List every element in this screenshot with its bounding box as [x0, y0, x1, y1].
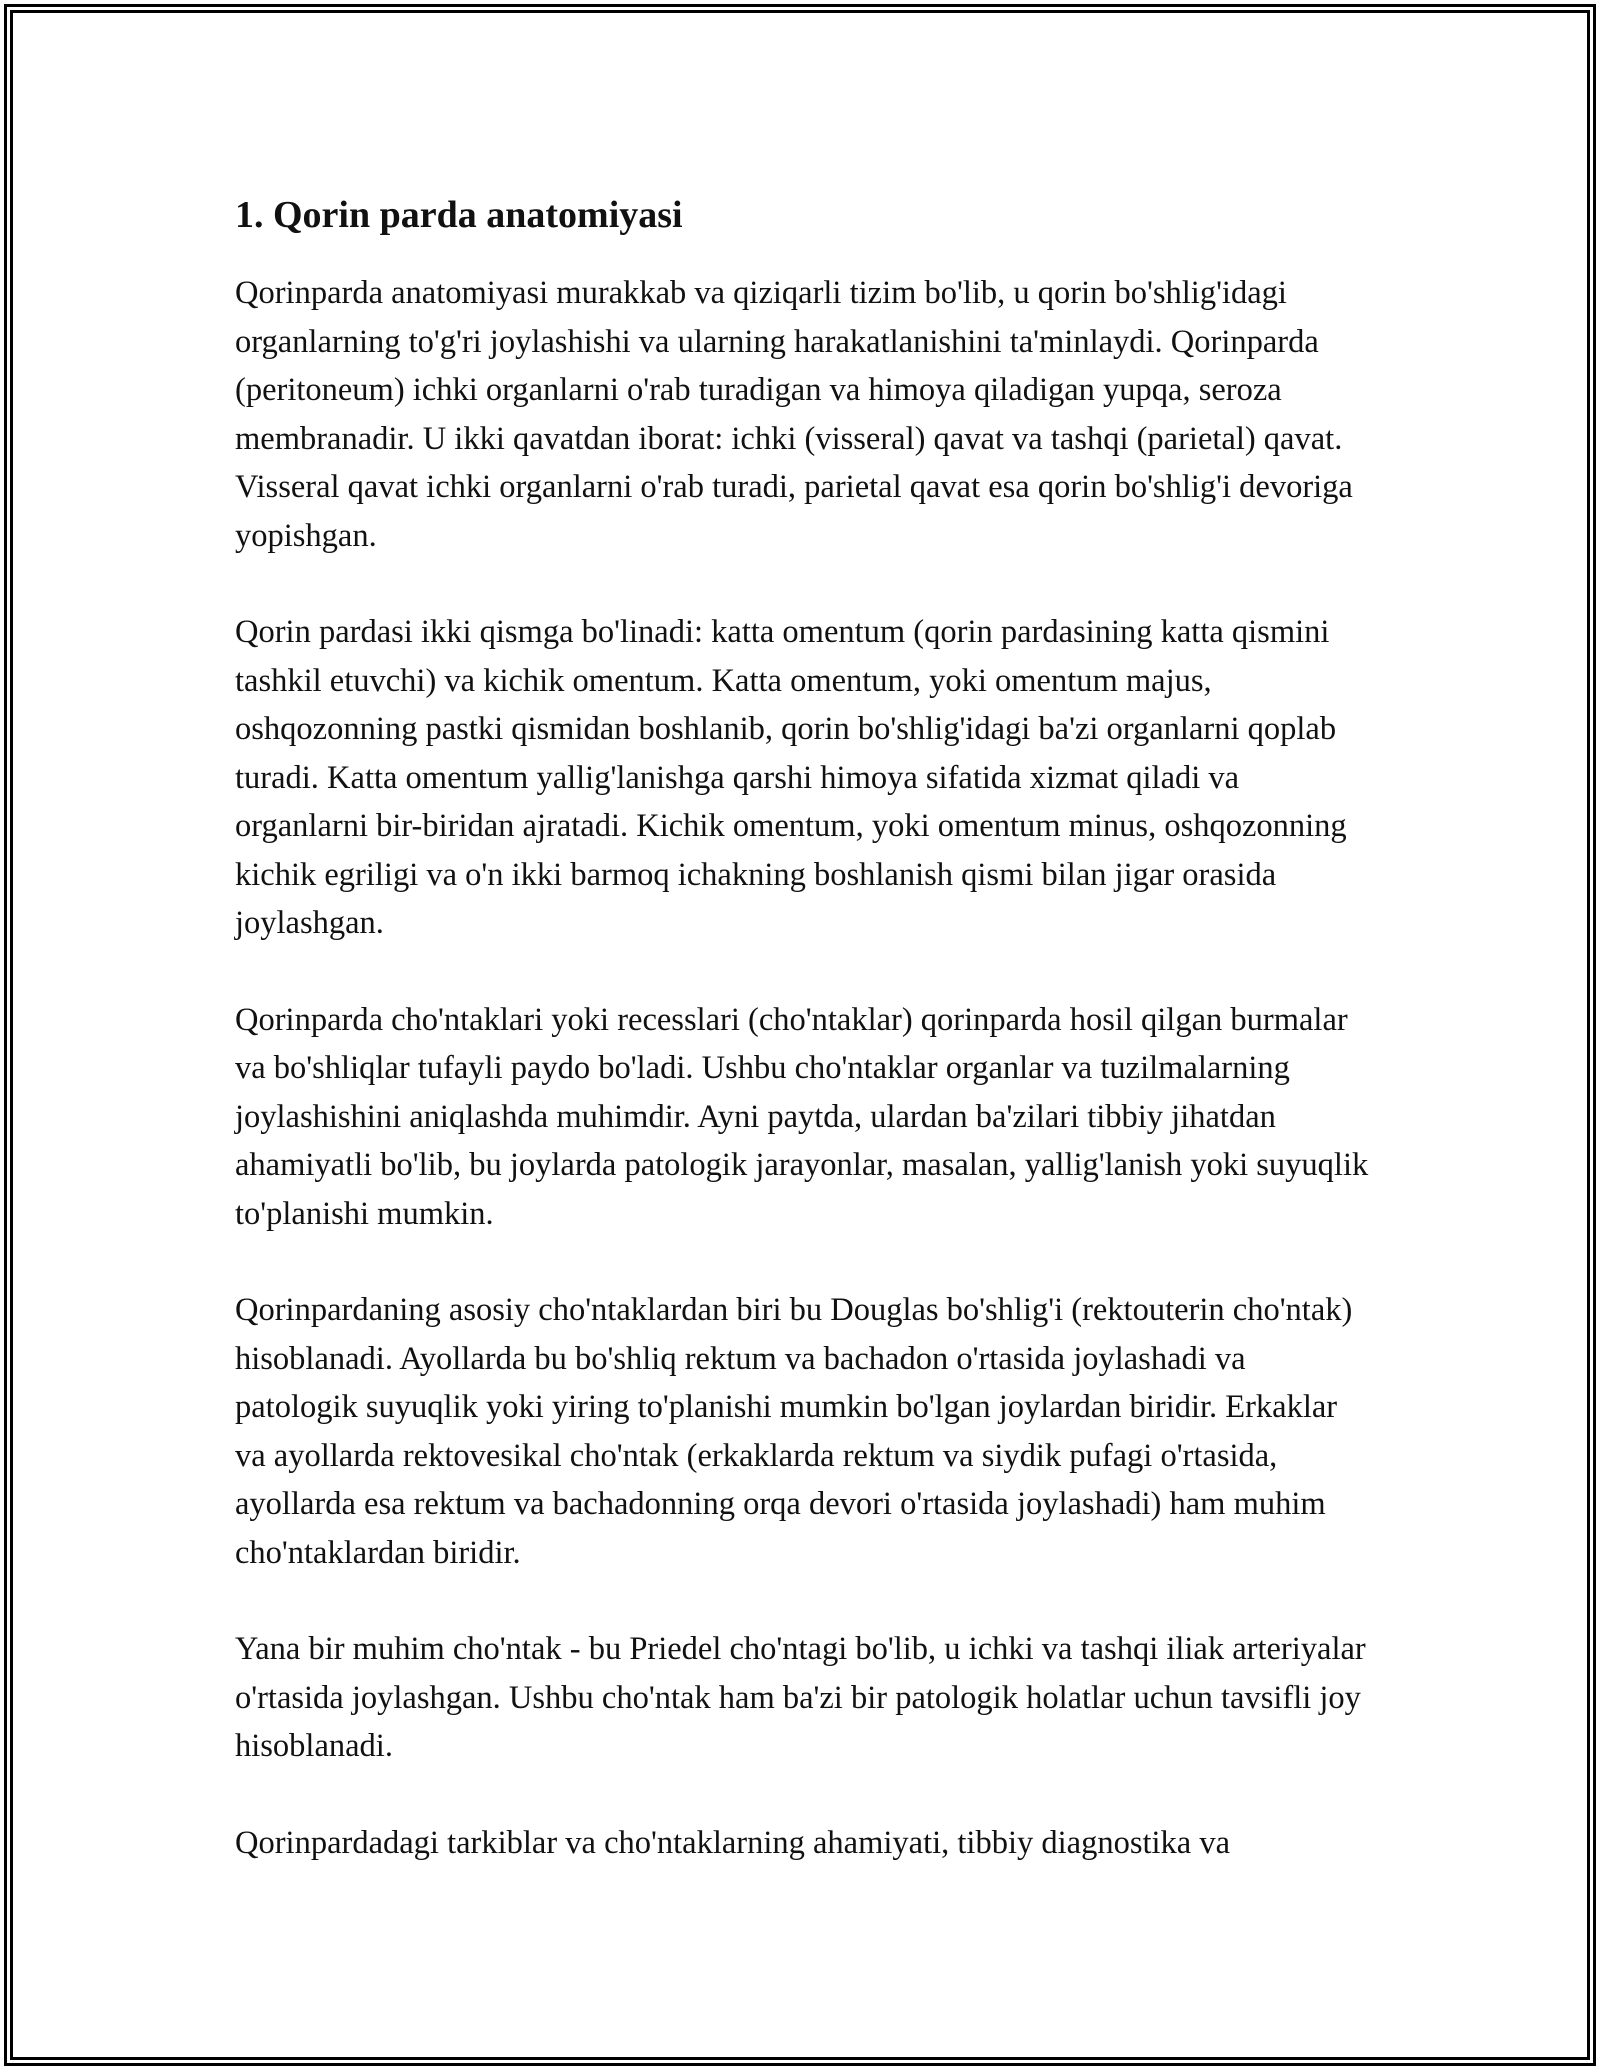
paragraph-3: Qorinparda cho'ntaklari yoki recesslari (cho'ntaklar) qorinparda hosil qilgan burmalar va bo'shliqlar tufayli paydo bo'ladi. Ushbu cho'ntaklar organlar va tuzilmalarning joylashishini aniqlashda muhimdir. Ayni paytda, ulardan ba'zilari tibbiy jihatdan ahamiyatli bo'lib, bu joylarda patologik jarayonlar, masalan, yallig'lanish yoki suyuqlik to'planishi mumkin. — [235, 1001, 1369, 1232]
paragraph-6: Qorinpardadagi tarkiblar va cho'ntaklarning ahamiyati, tibbiy diagnostika va — [235, 1824, 1230, 1861]
paragraph-1: Qorinparda anatomiyasi murakkab va qiziqarli tizim bo'lib, u qorin bo'shlig'idagi organlarning to'g'ri joylashishi va ularning harakatlanishini ta'minlaydi. Qorinparda (peritoneum) ichki organlarni o'rab turadigan va himoya qiladigan yupqa, seroza membranadir. U ikki qavatdan iborat: ichki (visseral) qavat va tashqi (parietal) qavat. Visseral qavat ichki organlarni o'rab turadi, parietal qavat esa qorin bo'shlig'i devoriga yopishgan. — [235, 275, 1353, 554]
section-heading: 1. Qorin parda anatomiyasi — [235, 194, 683, 236]
paragraph-5: Yana bir muhim cho'ntak - bu Priedel cho'ntagi bo'lib, u ichki va tashqi iliak arteriyalar o'rtasida joylashgan. Ushbu cho'ntak ham ba'zi bir patologik holatlar uchun tavsifli joy hisoblanadi. — [235, 1631, 1366, 1764]
paragraph-4: Qorinpardaning asosiy cho'ntaklardan biri bu Douglas bo'shlig'i (rektouterin cho'ntak) hisoblanadi. Ayollarda bu bo'shliq rektum va bachadon o'rtasida joylashadi va patologik suyuqlik yoki yiring to'planishi mumkin bo'lgan joylardan biridir. Erkaklar va ayollarda rektovesikal cho'ntak (erkaklarda rektum va siydik pufagi o'rtasida, ayollarda esa rektum va bachadonning orqa devori o'rtasida joylashadi) ham muhim cho'ntaklardan biridir. — [235, 1292, 1353, 1571]
document-body — [235, 186, 1375, 1915]
paragraph-2: Qorin pardasi ikki qismga bo'linadi: katta omentum (qorin pardasining katta qismini tashkil etuvchi) va kichik omentum. Katta omentum, yoki omentum majus, oshqozonning pastki qismidan boshlanib, qorin bo'shlig'idagi ba'zi organlarni qoplab turadi. Katta omentum yallig'lanishga qarshi himoya sifatida xizmat qiladi va organlarni bir-biridan ajratadi. Kichik omentum, yoki omentum minus, oshqozonning kichik egriligi va o'n ikki barmoq ichakning boshlanish qismi bilan jigar orasida joylashgan. — [235, 614, 1347, 941]
